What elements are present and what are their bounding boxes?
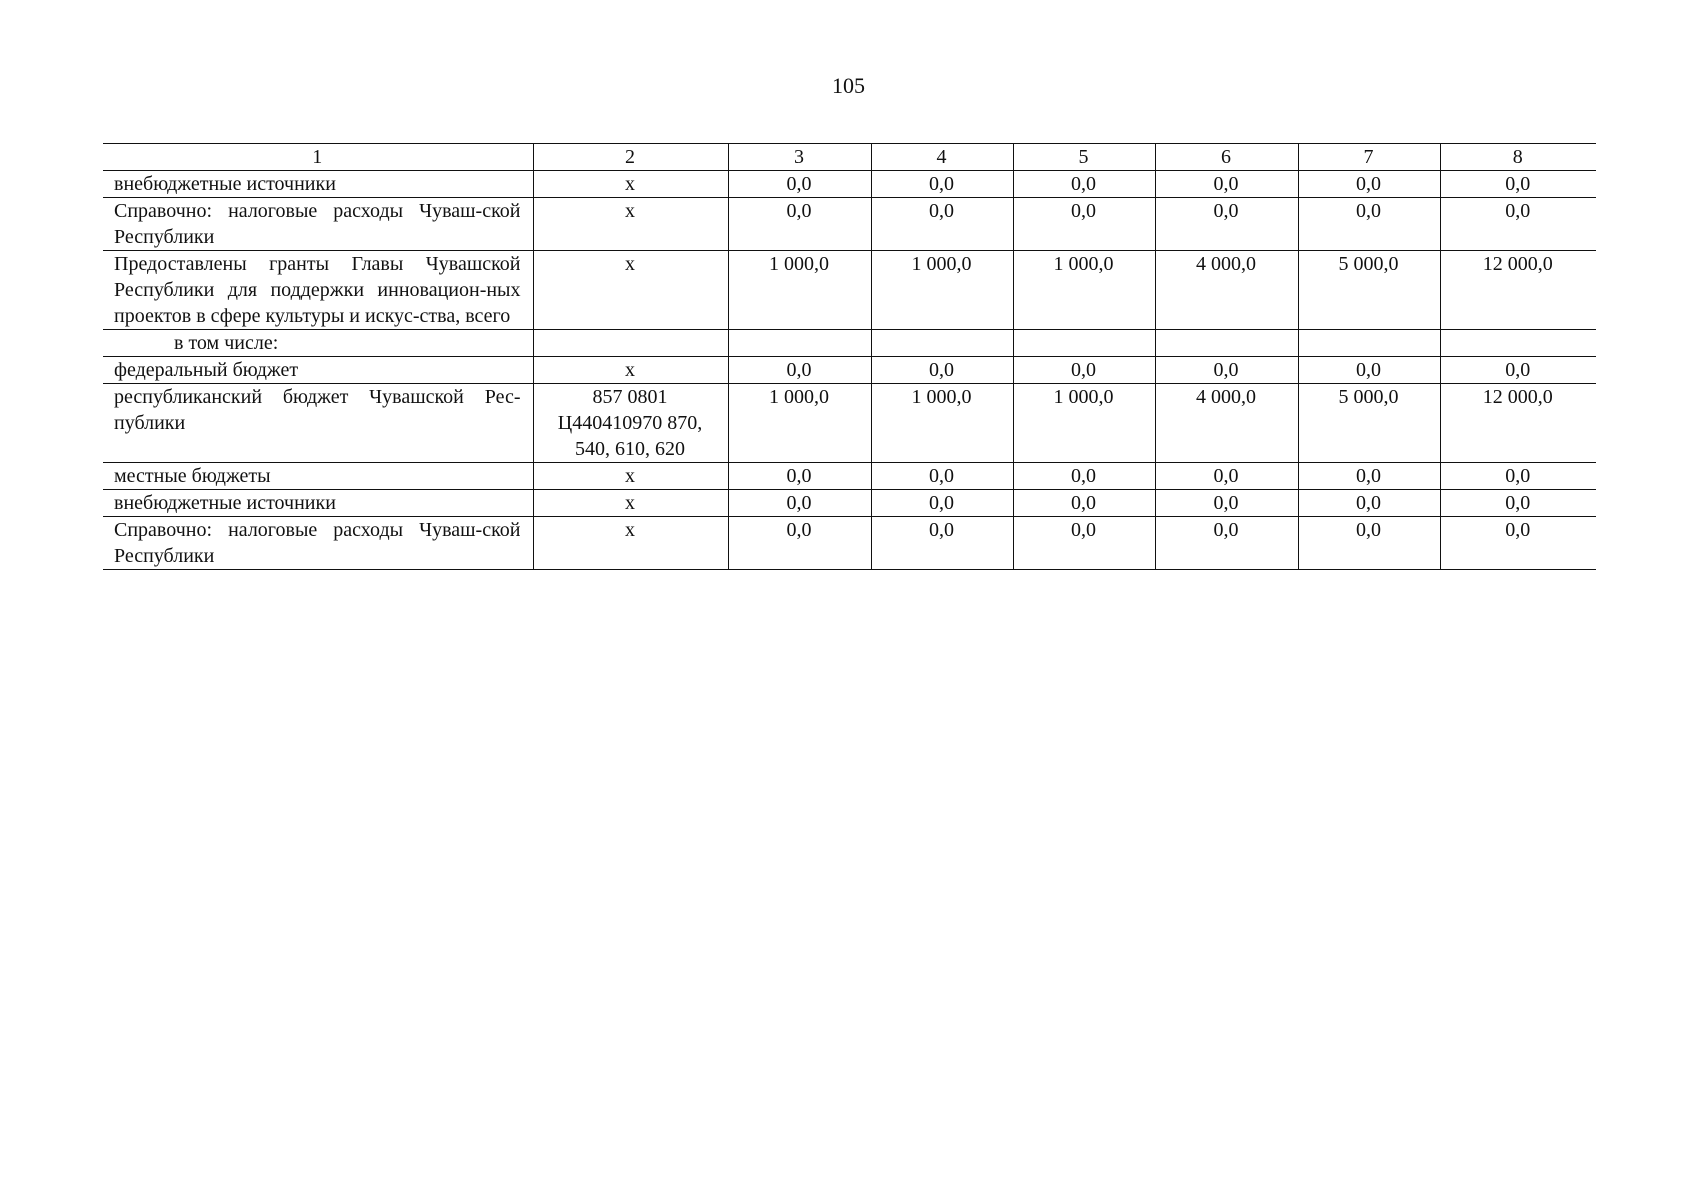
row-value: 0,0 bbox=[1298, 198, 1440, 251]
row-name: федеральный бюджет bbox=[103, 357, 533, 384]
row-value: 0,0 bbox=[871, 198, 1013, 251]
column-header: 7 bbox=[1298, 144, 1440, 171]
row-code bbox=[533, 330, 728, 357]
column-header: 8 bbox=[1440, 144, 1596, 171]
row-value: 0,0 bbox=[1298, 517, 1440, 570]
row-value: 0,0 bbox=[1013, 463, 1155, 490]
header-row bbox=[103, 144, 1596, 171]
row-value: 1 000,0 bbox=[871, 384, 1013, 463]
row-value: 0,0 bbox=[1440, 171, 1596, 198]
row-code: х bbox=[533, 357, 728, 384]
row-value: 1 000,0 bbox=[871, 251, 1013, 330]
row-value: 0,0 bbox=[1440, 490, 1596, 517]
table-row bbox=[103, 251, 1596, 330]
row-name: республиканский бюджет Чувашской Рес-публики bbox=[103, 384, 533, 463]
page-number: 105 bbox=[832, 73, 865, 98]
row-value: 0,0 bbox=[871, 517, 1013, 570]
row-name: в том числе: bbox=[103, 330, 533, 357]
row-value: 0,0 bbox=[1298, 490, 1440, 517]
row-value: 0,0 bbox=[1440, 357, 1596, 384]
table-row bbox=[103, 171, 1596, 198]
row-code: х bbox=[533, 171, 728, 198]
row-value: 0,0 bbox=[1440, 517, 1596, 570]
row-value: 0,0 bbox=[1298, 357, 1440, 384]
row-value: 0,0 bbox=[728, 490, 871, 517]
row-value: 0,0 bbox=[1155, 171, 1298, 198]
row-value: 0,0 bbox=[871, 171, 1013, 198]
column-header: 6 bbox=[1155, 144, 1298, 171]
row-value: 0,0 bbox=[728, 463, 871, 490]
row-name: Справочно: налоговые расходы Чуваш-ской Республики bbox=[103, 517, 533, 570]
table-row bbox=[103, 517, 1596, 570]
row-value bbox=[1440, 330, 1596, 357]
row-code: х bbox=[533, 463, 728, 490]
row-code: х bbox=[533, 251, 728, 330]
row-code: 857 0801 Ц440410970 870, 540, 610, 620 bbox=[533, 384, 728, 463]
row-value: 1 000,0 bbox=[728, 384, 871, 463]
table-row bbox=[103, 490, 1596, 517]
row-value: 0,0 bbox=[728, 171, 871, 198]
row-value bbox=[1013, 330, 1155, 357]
row-value: 0,0 bbox=[1440, 198, 1596, 251]
column-header: 3 bbox=[728, 144, 871, 171]
table-row bbox=[103, 463, 1596, 490]
row-code: х bbox=[533, 198, 728, 251]
row-name: Справочно: налоговые расходы Чуваш-ской Республики bbox=[103, 198, 533, 251]
row-value: 0,0 bbox=[1155, 517, 1298, 570]
row-value: 1 000,0 bbox=[1013, 251, 1155, 330]
row-value: 0,0 bbox=[1155, 490, 1298, 517]
row-value: 1 000,0 bbox=[728, 251, 871, 330]
row-value bbox=[1298, 330, 1440, 357]
row-value: 12 000,0 bbox=[1440, 251, 1596, 330]
row-value: 1 000,0 bbox=[1013, 384, 1155, 463]
row-value: 0,0 bbox=[1155, 463, 1298, 490]
row-value: 0,0 bbox=[1013, 357, 1155, 384]
row-name: внебюджетные источники bbox=[103, 490, 533, 517]
row-value: 12 000,0 bbox=[1440, 384, 1596, 463]
row-value: 4 000,0 bbox=[1155, 251, 1298, 330]
row-value bbox=[1155, 330, 1298, 357]
row-value: 0,0 bbox=[728, 357, 871, 384]
row-value: 0,0 bbox=[871, 463, 1013, 490]
column-header: 2 bbox=[533, 144, 728, 171]
row-value: 4 000,0 bbox=[1155, 384, 1298, 463]
table-row bbox=[103, 357, 1596, 384]
row-value bbox=[871, 330, 1013, 357]
row-value: 0,0 bbox=[1013, 517, 1155, 570]
budget-table bbox=[103, 143, 1596, 570]
row-name: внебюджетные источники bbox=[103, 171, 533, 198]
row-value: 0,0 bbox=[1440, 463, 1596, 490]
table-row bbox=[103, 330, 1596, 357]
table-row bbox=[103, 384, 1596, 463]
row-code: х bbox=[533, 490, 728, 517]
row-value: 0,0 bbox=[728, 198, 871, 251]
column-header: 4 bbox=[871, 144, 1013, 171]
row-name: Предоставлены гранты Главы Чувашской Республики для поддержки инновацион-ных проектов в сфере культуры и искус-ства, всего bbox=[103, 251, 533, 330]
row-value: 5 000,0 bbox=[1298, 384, 1440, 463]
row-code: х bbox=[533, 517, 728, 570]
row-value bbox=[728, 330, 871, 357]
row-value: 0,0 bbox=[1013, 198, 1155, 251]
row-value: 0,0 bbox=[871, 357, 1013, 384]
row-value: 5 000,0 bbox=[1298, 251, 1440, 330]
row-value: 0,0 bbox=[1013, 171, 1155, 198]
row-name: местные бюджеты bbox=[103, 463, 533, 490]
column-header: 5 bbox=[1013, 144, 1155, 171]
row-value: 0,0 bbox=[1155, 357, 1298, 384]
row-value: 0,0 bbox=[1298, 463, 1440, 490]
row-value: 0,0 bbox=[871, 490, 1013, 517]
row-value: 0,0 bbox=[1155, 198, 1298, 251]
row-value: 0,0 bbox=[1013, 490, 1155, 517]
column-header: 1 bbox=[103, 144, 533, 171]
row-value: 0,0 bbox=[728, 517, 871, 570]
table-row bbox=[103, 198, 1596, 251]
row-value: 0,0 bbox=[1298, 171, 1440, 198]
